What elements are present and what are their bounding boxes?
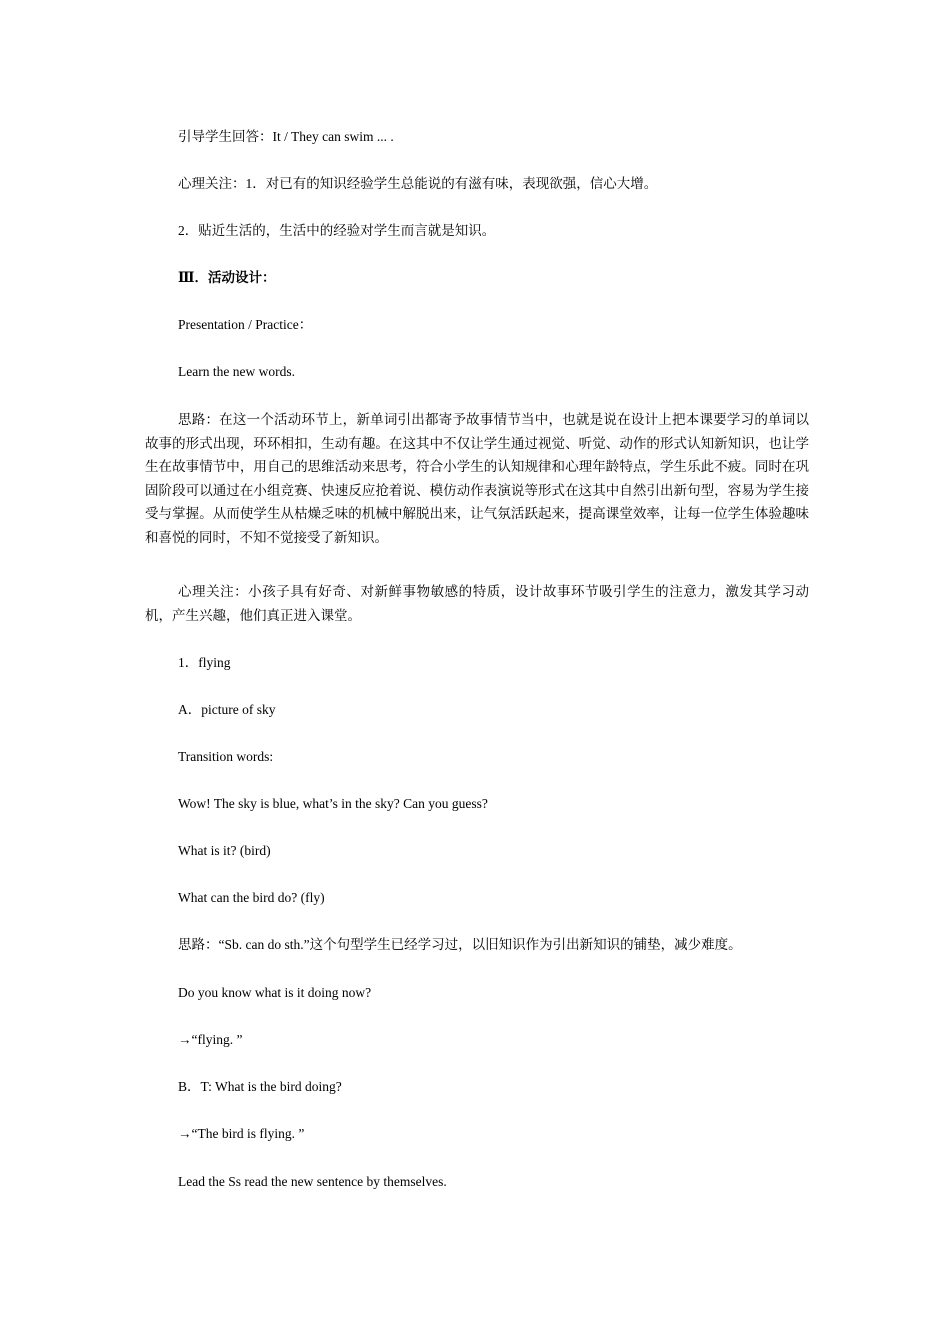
- text-line-thinking-sentence-pattern: 思路：“Sb. can do sth.”这个句型学生已经学习过，以旧知识作为引出新知识的铺垫，减少难度。: [178, 937, 742, 952]
- text-line-transition-words: Transition words:: [178, 749, 274, 764]
- section-heading-activity-design: Ⅲ．活动设计：: [178, 270, 276, 285]
- paragraph-psychology-focus: 心理关注：小孩子具有好奇、对新鲜事物敏感的特质，设计故事环节吸引学生的注意力，激发其学习动机，产生兴趣，他们真正进入课堂。: [145, 584, 809, 623]
- text-line-lead-ss-read: Lead the Ss read the new sentence by themselves.: [178, 1174, 447, 1189]
- text-line-guide-answer: 引导学生回答：It / They can swim ... .: [178, 129, 394, 144]
- text-line-psychology-2: 2．贴近生活的，生活中的经验对学生而言就是知识。: [178, 223, 496, 238]
- paragraph-thinking: 思路：在这一个活动环节上，新单词引出都寄予故事情节当中，也就是说在设计上把本课要学习的单词以故事的形式出现，环环相扣，生动有趣。在这其中不仅让学生通过视觉、听觉、动作的形式认知新知识，也让学生在故事情节中，用自己的思维活动来思考，符合小学生的认知规律和心理年龄特点，学生乐此不疲。同时在巩固阶段可以通过在小组竞赛、快速反应抢着说、模仿动作表演说等形式在这其中自然引出新句型，容易为学生接受与掌握。从而使学生从枯燥乏味的机械中解脱出来，让气氛活跃起来，提高课堂效率，让每一位学生体验趣味和喜悦的同时，不知不觉接受了新知识。: [145, 412, 809, 545]
- text-line-bird-is-flying: →“The bird is flying. ”: [178, 1126, 305, 1141]
- text-line-flying-answer: →“flying. ”: [178, 1032, 243, 1047]
- text-line-psychology-1: 心理关注：1．对已有的知识经验学生总能说的有滋有味，表现欲强，信心大增。: [178, 176, 658, 191]
- list-item-flying: 1．flying: [178, 655, 231, 670]
- text-line-presentation: Presentation / Practice：: [178, 317, 313, 332]
- text-line-sky-question: Wow! The sky is blue, what’s in the sky? Can you guess?: [178, 796, 488, 811]
- text-line-bird-doing: B．T: What is the bird doing?: [178, 1079, 342, 1094]
- text-line-learn-words: Learn the new words.: [178, 364, 295, 379]
- text-line-what-can-bird-do: What can the bird do? (fly): [178, 890, 325, 905]
- list-item-picture-of-sky: A．picture of sky: [178, 702, 276, 717]
- text-line-doing-now: Do you know what is it doing now?: [178, 985, 372, 1000]
- text-line-what-is-it: What is it? (bird): [178, 843, 271, 858]
